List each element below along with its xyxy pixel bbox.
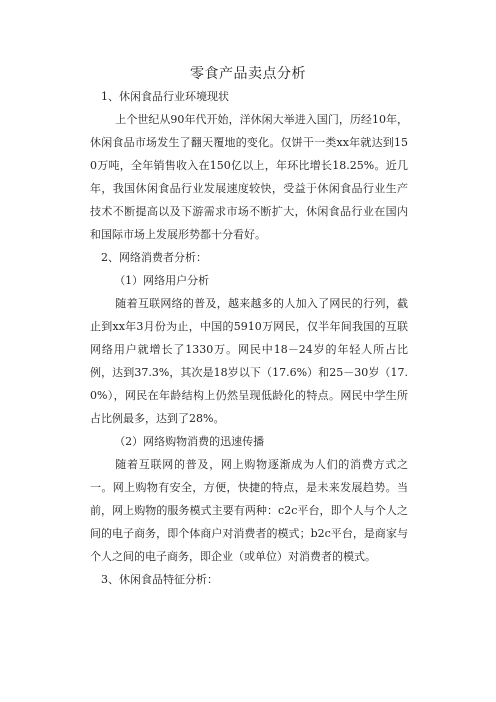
- section-heading-3: 3、休闲食品特征分析：: [101, 573, 218, 586]
- subsection-heading-1: （1）网络用户分析: [114, 274, 210, 287]
- document-title: 零食产品卖点分析: [190, 66, 306, 82]
- paragraph-2: 随着互联网络的普及，越来越多的人加入了网民的行列，截止到xx年3月份为止，中国的5910万网民，仅半年间我国的互联网络用户就增长了1330万。网民中18－24岁的年轻人所占比例，达到37.3%，其次是18岁以下（17.6%）和25－30岁（17.0%），网民在年龄结构上仍然呈现低龄化的特点。网民中学生所占比例最多，达到了28%。: [90, 297, 408, 425]
- paragraph-1: 上个世纪从90年代开始，洋休闲大举进入国门，历经10年，休闲食品市场发生了翻天覆地的变化。仅饼干一类xx年就达到150万吨，全年销售收入在150亿以上，年环比增长18.25%。近几年，我国休闲食品行业发展速度较快，受益于休闲食品行业生产技术不断提高以及下游需求市场不断扩大，休闲食品行业在国内和国际市场上发展形势都十分看好。: [90, 113, 408, 241]
- paragraph-3: 随着互联网的普及，网上购物逐渐成为人们的消费方式之一。网上购物有安全，方便，快捷的特点，是未来发展趋势。当前，网上购物的服务模式主要有两种：c2c平台，即个人与个人之间的电子商务，即个体商户对消费者的模式；b2c平台，是商家与个人之间的电子商务，即企业（或单位）对消费者的模式。: [90, 458, 408, 563]
- section-heading-1: 1、休闲食品行业环境现状: [101, 90, 229, 103]
- subsection-heading-2: （2）网络购物消费的迅速传播: [114, 435, 265, 448]
- document-body: [90, 85, 408, 591]
- section-heading-2: 2、网络消费者分析：: [101, 251, 207, 264]
